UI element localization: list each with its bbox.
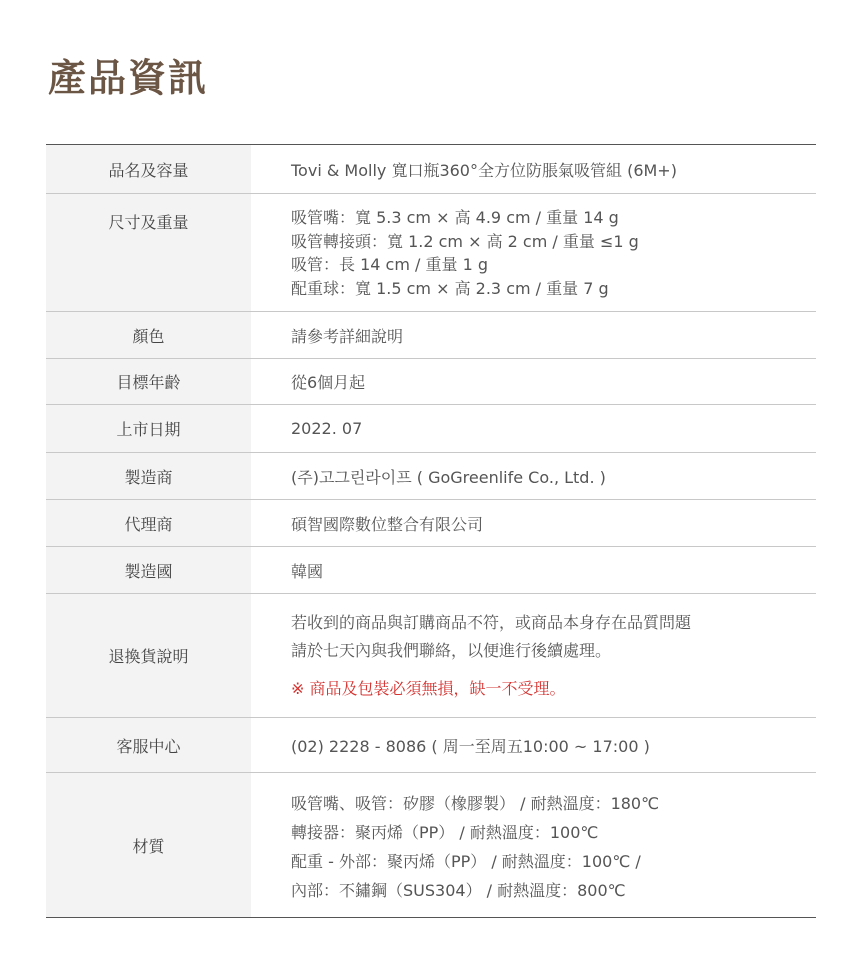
spec-row-manufacturer: [46, 453, 816, 500]
size-weight-line: 吸管：長 14 cm / 重量 1 g: [291, 255, 488, 274]
material-line: 內部：不鏽鋼（SUS304） / 耐熱溫度：800℃: [291, 881, 626, 900]
spec-label: 代理商: [46, 500, 251, 546]
spec-label: 上市日期: [46, 405, 251, 452]
spec-value: [251, 145, 816, 193]
spec-row-customer-service: [46, 718, 816, 773]
return-policy-warning: ※ 商品及包裝必須無損，缺一不受理。: [291, 679, 566, 698]
spec-value: [251, 359, 816, 404]
spec-label: 退換貨說明: [46, 594, 251, 717]
spec-label: 客服中心: [46, 718, 251, 772]
spec-label: 品名及容量: [46, 145, 251, 193]
spec-label: 製造國: [46, 547, 251, 593]
spec-row-material: [46, 773, 816, 918]
product-spec-table: [46, 144, 816, 918]
material-line: 轉接器：聚丙烯（PP） / 耐熱溫度：100℃: [291, 823, 599, 842]
product-name-value: Tovi & Molly 寬口瓶360°全方位防脹氣吸管組 (6M+): [291, 160, 677, 180]
size-weight-line: 配重球：寬 1.5 cm × 高 2.3 cm / 重量 7 g: [291, 278, 609, 298]
spec-row-origin: [46, 547, 816, 594]
return-policy-line: 若收到的商品與訂購商品不符，或商品本身存在品質問題: [291, 613, 692, 632]
release-date-value: 2022. 07: [291, 419, 363, 438]
spec-label: 材質: [46, 773, 251, 917]
spec-label: 尺寸及重量: [46, 194, 251, 311]
spec-row-return-policy: [46, 594, 816, 718]
material-line: 吸管嘴、吸管：矽膠（橡膠製） / 耐熱溫度：180℃: [291, 794, 660, 813]
spec-value: [251, 547, 816, 593]
return-policy-line: 請於七天內與我們聯絡，以便進行後續處理。: [291, 641, 612, 660]
spec-value: [251, 405, 816, 452]
spec-value: [251, 194, 816, 311]
page-title: 產品資訊: [48, 56, 209, 100]
customer-service-value: (02) 2228 - 8086 ( 周一至周五10:00 ~ 17:00 ): [291, 736, 650, 756]
origin-value: 韓國: [291, 561, 324, 581]
spec-label: 製造商: [46, 453, 251, 499]
spec-value: [251, 312, 816, 358]
spec-label: 目標年齡: [46, 359, 251, 404]
spec-row-color: [46, 312, 816, 359]
spec-value: [251, 773, 816, 917]
target-age-value: 從6個月起: [291, 373, 366, 392]
color-value: 請參考詳細說明: [291, 326, 404, 346]
material-line: 配重 - 外部：聚丙烯（PP） / 耐熱溫度：100℃ /: [291, 852, 641, 871]
spec-row-agent: [46, 500, 816, 547]
spec-value: [251, 594, 816, 717]
size-weight-line: 吸管轉接頭：寬 1.2 cm × 高 2 cm / 重量 ≤1 g: [291, 231, 639, 251]
spec-row-release-date: [46, 405, 816, 453]
manufacturer-value: (주)고그린라이프 ( GoGreenlife Co., Ltd. ): [291, 467, 606, 487]
size-weight-line: 吸管嘴：寬 5.3 cm × 高 4.9 cm / 重量 14 g: [291, 208, 619, 227]
spec-label: 顏色: [46, 312, 251, 358]
agent-value: 碩智國際數位整合有限公司: [291, 514, 484, 534]
spec-row-product-name: [46, 145, 816, 194]
spec-row-target-age: [46, 359, 816, 405]
spec-value: [251, 453, 816, 499]
spec-value: [251, 718, 816, 772]
spec-value: [251, 500, 816, 546]
spec-row-size-weight: [46, 194, 816, 312]
